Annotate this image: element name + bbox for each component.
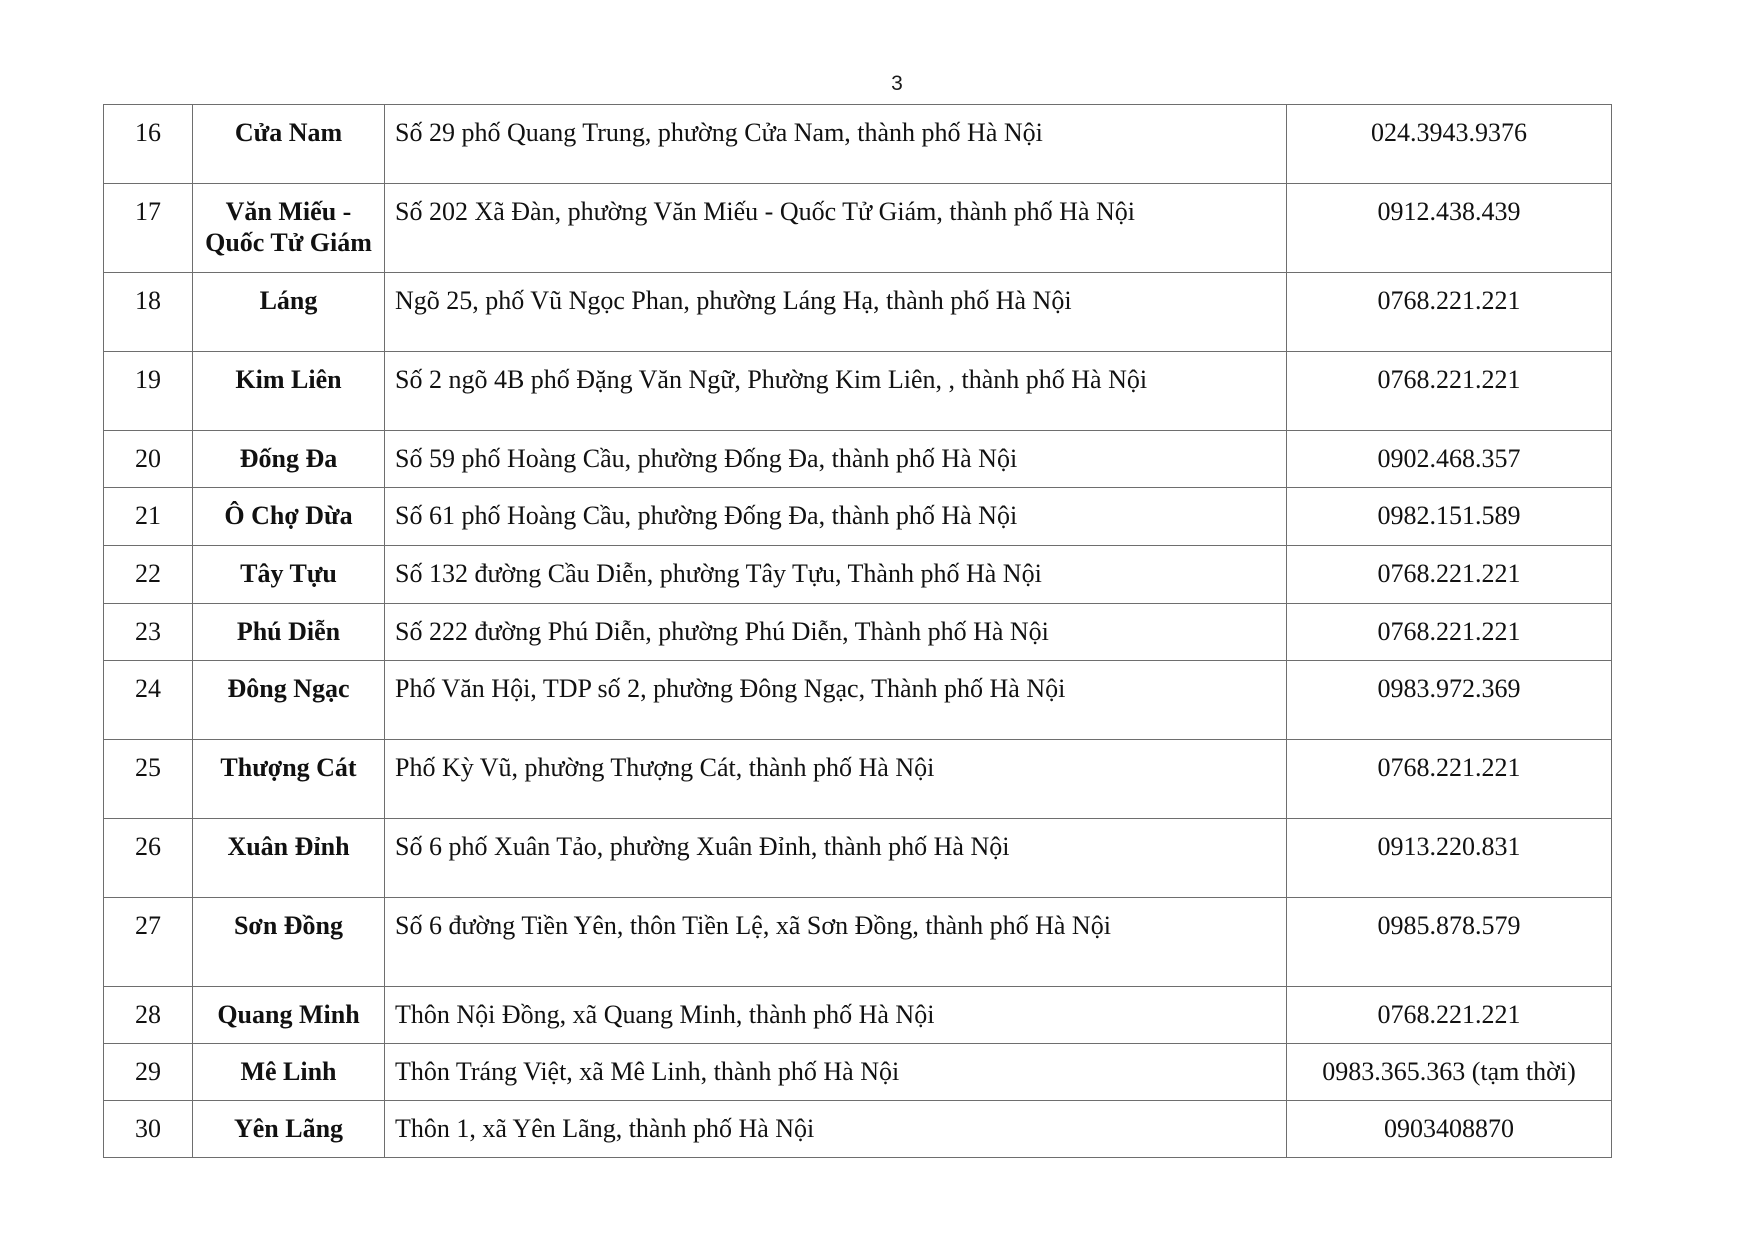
table-row (104, 898, 1612, 987)
ward-address: Số 6 đường Tiền Yên, thôn Tiền Lệ, xã Sơn Đồng, thành phố Hà Nội (385, 898, 1287, 987)
ward-address: Thôn Tráng Việt, xã Mê Linh, thành phố Hà Nội (385, 1044, 1287, 1101)
row-number: 16 (104, 105, 193, 184)
ward-address: Số 132 đường Cầu Diễn, phường Tây Tựu, Thành phố Hà Nội (385, 546, 1287, 604)
ward-name: Quang Minh (193, 987, 385, 1044)
table-row (104, 987, 1612, 1044)
ward-phone: 024.3943.9376 (1287, 105, 1612, 184)
table-row (104, 105, 1612, 184)
row-number: 30 (104, 1101, 193, 1158)
ward-address: Phố Văn Hội, TDP số 2, phường Đông Ngạc, Thành phố Hà Nội (385, 661, 1287, 740)
page-number: 3 (891, 72, 903, 95)
ward-name: Mê Linh (193, 1044, 385, 1101)
ward-phone: 0768.221.221 (1287, 987, 1612, 1044)
table-row (104, 352, 1612, 431)
table-row (104, 740, 1612, 819)
ward-name: Ô Chợ Dừa (193, 488, 385, 546)
ward-phone: 0983.972.369 (1287, 661, 1612, 740)
ward-name: Sơn Đồng (193, 898, 385, 987)
ward-address: Số 202 Xã Đàn, phường Văn Miếu - Quốc Tử Giám, thành phố Hà Nội (385, 184, 1287, 273)
row-number: 19 (104, 352, 193, 431)
row-number: 26 (104, 819, 193, 898)
table-row (104, 1101, 1612, 1158)
ward-phone: 0913.220.831 (1287, 819, 1612, 898)
ward-name: Thượng Cát (193, 740, 385, 819)
ward-name: Yên Lãng (193, 1101, 385, 1158)
ward-phone: 0982.151.589 (1287, 488, 1612, 546)
ward-phone: 0903408870 (1287, 1101, 1612, 1158)
ward-address: Số 6 phố Xuân Tảo, phường Xuân Đỉnh, thành phố Hà Nội (385, 819, 1287, 898)
row-number: 18 (104, 273, 193, 352)
ward-phone: 0768.221.221 (1287, 273, 1612, 352)
table-row (104, 488, 1612, 546)
ward-name: Láng (193, 273, 385, 352)
ward-address: Số 61 phố Hoàng Cầu, phường Đống Đa, thành phố Hà Nội (385, 488, 1287, 546)
ward-name: Phú Diễn (193, 604, 385, 661)
ward-name: Kim Liên (193, 352, 385, 431)
row-number: 21 (104, 488, 193, 546)
ward-name: Đông Ngạc (193, 661, 385, 740)
ward-address: Ngõ 25, phố Vũ Ngọc Phan, phường Láng Hạ, thành phố Hà Nội (385, 273, 1287, 352)
ward-name: Đống Đa (193, 431, 385, 488)
row-number: 24 (104, 661, 193, 740)
ward-phone: 0768.221.221 (1287, 546, 1612, 604)
ward-address: Số 222 đường Phú Diễn, phường Phú Diễn, Thành phố Hà Nội (385, 604, 1287, 661)
ward-address: Số 59 phố Hoàng Cầu, phường Đống Đa, thành phố Hà Nội (385, 431, 1287, 488)
ward-phone: 0985.878.579 (1287, 898, 1612, 987)
row-number: 22 (104, 546, 193, 604)
table-row (104, 546, 1612, 604)
ward-phone: 0902.468.357 (1287, 431, 1612, 488)
table-row (104, 819, 1612, 898)
ward-phone: 0768.221.221 (1287, 352, 1612, 431)
ward-phone: 0768.221.221 (1287, 740, 1612, 819)
ward-address: Phố Kỳ Vũ, phường Thượng Cát, thành phố Hà Nội (385, 740, 1287, 819)
ward-address: Thôn Nội Đồng, xã Quang Minh, thành phố Hà Nội (385, 987, 1287, 1044)
row-number: 29 (104, 1044, 193, 1101)
row-number: 17 (104, 184, 193, 273)
ward-address: Thôn 1, xã Yên Lãng, thành phố Hà Nội (385, 1101, 1287, 1158)
row-number: 28 (104, 987, 193, 1044)
table-row (104, 184, 1612, 273)
table-row (104, 273, 1612, 352)
ward-address: Số 2 ngõ 4B phố Đặng Văn Ngữ, Phường Kim Liên, , thành phố Hà Nội (385, 352, 1287, 431)
ward-phone: 0768.221.221 (1287, 604, 1612, 661)
row-number: 20 (104, 431, 193, 488)
ward-name: Tây Tựu (193, 546, 385, 604)
ward-address: Số 29 phố Quang Trung, phường Cửa Nam, thành phố Hà Nội (385, 105, 1287, 184)
ward-phone: 0912.438.439 (1287, 184, 1612, 273)
row-number: 27 (104, 898, 193, 987)
contact-table (103, 104, 1612, 1158)
row-number: 25 (104, 740, 193, 819)
ward-name: Cửa Nam (193, 105, 385, 184)
ward-name: Văn Miếu - Quốc Tử Giám (193, 184, 385, 273)
ward-phone: 0983.365.363 (tạm thời) (1287, 1044, 1612, 1101)
table-row (104, 604, 1612, 661)
table-row (104, 661, 1612, 740)
row-number: 23 (104, 604, 193, 661)
ward-name: Xuân Đỉnh (193, 819, 385, 898)
table-row (104, 431, 1612, 488)
table-row (104, 1044, 1612, 1101)
